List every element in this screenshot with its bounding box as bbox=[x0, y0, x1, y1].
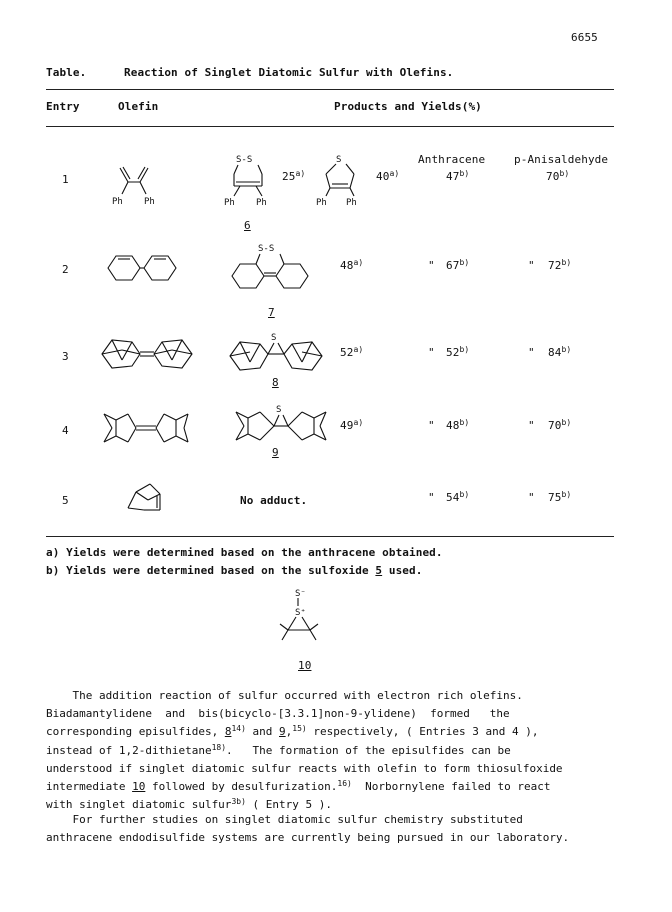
paragraph bbox=[46, 811, 616, 847]
text-line: Biadamantylidene and bis(bicyclo-[3.3.1]non-9-ylidene) formed the bbox=[46, 707, 510, 721]
svg-text:S-S: S-S bbox=[258, 244, 275, 254]
thiosulfoxide-intermediate-structure bbox=[272, 586, 332, 650]
text-line: instead of 1,2-dithietane$^{18)}$. The formation of the episulfides can be bbox=[46, 742, 511, 757]
svg-text:S⁺: S⁺ bbox=[295, 608, 306, 618]
ditto-mark: " bbox=[428, 419, 435, 432]
svg-text:Ph: Ph bbox=[112, 197, 123, 207]
text-line: For further studies on singlet diatomic sulfur chemistry substituted bbox=[46, 813, 523, 826]
svg-text:Ph: Ph bbox=[144, 197, 155, 207]
entry-number: 5 bbox=[62, 494, 69, 507]
dithiocin-product-structure bbox=[224, 240, 324, 300]
table-label: Table. bbox=[46, 66, 87, 79]
header-entry: Entry bbox=[46, 100, 80, 113]
entry-number: 2 bbox=[62, 263, 69, 276]
norbornylene-structure bbox=[124, 478, 174, 518]
diphenylbutadiene-structure bbox=[110, 160, 170, 210]
bicyclononylidene-structure bbox=[100, 408, 200, 448]
page-number: 6655 bbox=[571, 31, 598, 44]
product1-yield: 25$^{a)}$ bbox=[282, 169, 306, 183]
anthracene-yield: 48$^{b)}$ bbox=[446, 418, 470, 432]
product-yield: 49$^{a)}$ bbox=[340, 418, 364, 432]
text-line: with singlet diatomic sulfur$^{3b)}$ ( Entry 5 ). bbox=[46, 797, 332, 812]
paragraph bbox=[46, 687, 616, 814]
anthracene-yield: 54$^{b)}$ bbox=[446, 490, 470, 504]
biadamantylidene-structure bbox=[98, 334, 198, 374]
anisaldehyde-yield: 75$^{b)}$ bbox=[548, 490, 572, 504]
entry-number: 4 bbox=[62, 424, 69, 437]
product2-yield: 40$^{a)}$ bbox=[376, 169, 400, 183]
table-header-rule bbox=[46, 126, 614, 127]
ditto-mark: " bbox=[428, 259, 435, 272]
svg-text:Ph: Ph bbox=[346, 198, 357, 208]
svg-text:S⁻: S⁻ bbox=[295, 589, 306, 599]
ditto-mark: " bbox=[528, 259, 535, 272]
footnote-b: b) Yields were determined based on the sulfoxide 5 used. bbox=[46, 564, 423, 577]
compound-number: 9 bbox=[272, 446, 279, 459]
anisaldehyde-yield: 70$^{b)}$ bbox=[546, 169, 570, 183]
ditto-mark: " bbox=[428, 491, 435, 504]
svg-text:Ph: Ph bbox=[256, 198, 267, 208]
text-line: intermediate 10 followed by desulfurization.$^{16)}$ Norbornylene failed to react bbox=[46, 779, 551, 794]
entry-number: 1 bbox=[62, 173, 69, 186]
table-title: Reaction of Singlet Diatomic Sulfur with Olefins. bbox=[124, 66, 454, 79]
table-bottom-rule bbox=[46, 536, 614, 537]
compound-number: 10 bbox=[298, 659, 312, 672]
svg-text:Ph: Ph bbox=[224, 198, 235, 208]
header-olefin: Olefin bbox=[118, 100, 159, 113]
svg-text:S-S: S-S bbox=[236, 155, 253, 165]
svg-text:S: S bbox=[271, 333, 277, 343]
thiophene-product-structure bbox=[312, 152, 372, 212]
entry-number: 3 bbox=[62, 350, 69, 363]
product-yield: 48$^{a)}$ bbox=[340, 258, 364, 272]
compound-number: 8 bbox=[272, 376, 279, 389]
anthracene-yield: 47$^{b)}$ bbox=[446, 169, 470, 183]
table-top-rule bbox=[46, 89, 614, 90]
episulfide-product-structure bbox=[226, 330, 326, 374]
no-adduct-text: No adduct. bbox=[240, 494, 308, 507]
ditto-mark: " bbox=[528, 346, 535, 359]
text-line: anthracene endodisulfide systems are currently being pursued in our laboratory. bbox=[46, 831, 570, 845]
text-line: understood if singlet diatomic sulfur reacts with olefin to form thiosulfoxide bbox=[46, 761, 563, 775]
anisaldehyde-yield: 72$^{b)}$ bbox=[548, 258, 572, 272]
dithiin-product-structure bbox=[222, 152, 282, 212]
ditto-mark: " bbox=[528, 419, 535, 432]
svg-text:S: S bbox=[336, 155, 342, 165]
text-line: The addition reaction of sulfur occurred with electron rich olefins. bbox=[46, 689, 523, 702]
svg-text:Ph: Ph bbox=[316, 198, 327, 208]
compound-number: 6 bbox=[244, 219, 251, 232]
footnote-a: a) Yields were determined based on the anthracene obtained. bbox=[46, 546, 443, 559]
header-products: Products and Yields(%) bbox=[334, 100, 482, 113]
compound-number: 7 bbox=[268, 306, 275, 319]
anthracene-yield: 67$^{b)}$ bbox=[446, 258, 470, 272]
episulfide-product-structure bbox=[232, 402, 332, 446]
text-line: corresponding episulfides, 8$^{14)}$ and 9,$^{15)}$ respectively, ( Entries 3 and 4 ), bbox=[46, 724, 539, 739]
bicyclohexenyl-structure bbox=[100, 248, 190, 288]
anisaldehyde-yield: 84$^{b)}$ bbox=[548, 345, 572, 359]
anthracene-yield: 52$^{b)}$ bbox=[446, 345, 470, 359]
subheader-anthracene: Anthracene bbox=[418, 153, 486, 166]
ditto-mark: " bbox=[428, 346, 435, 359]
anisaldehyde-yield: 70$^{b)}$ bbox=[548, 418, 572, 432]
ditto-mark: " bbox=[528, 491, 535, 504]
svg-text:S: S bbox=[276, 405, 282, 415]
product-yield: 52$^{a)}$ bbox=[340, 345, 364, 359]
subheader-anisaldehyde: p-Anisaldehyde bbox=[514, 153, 609, 166]
